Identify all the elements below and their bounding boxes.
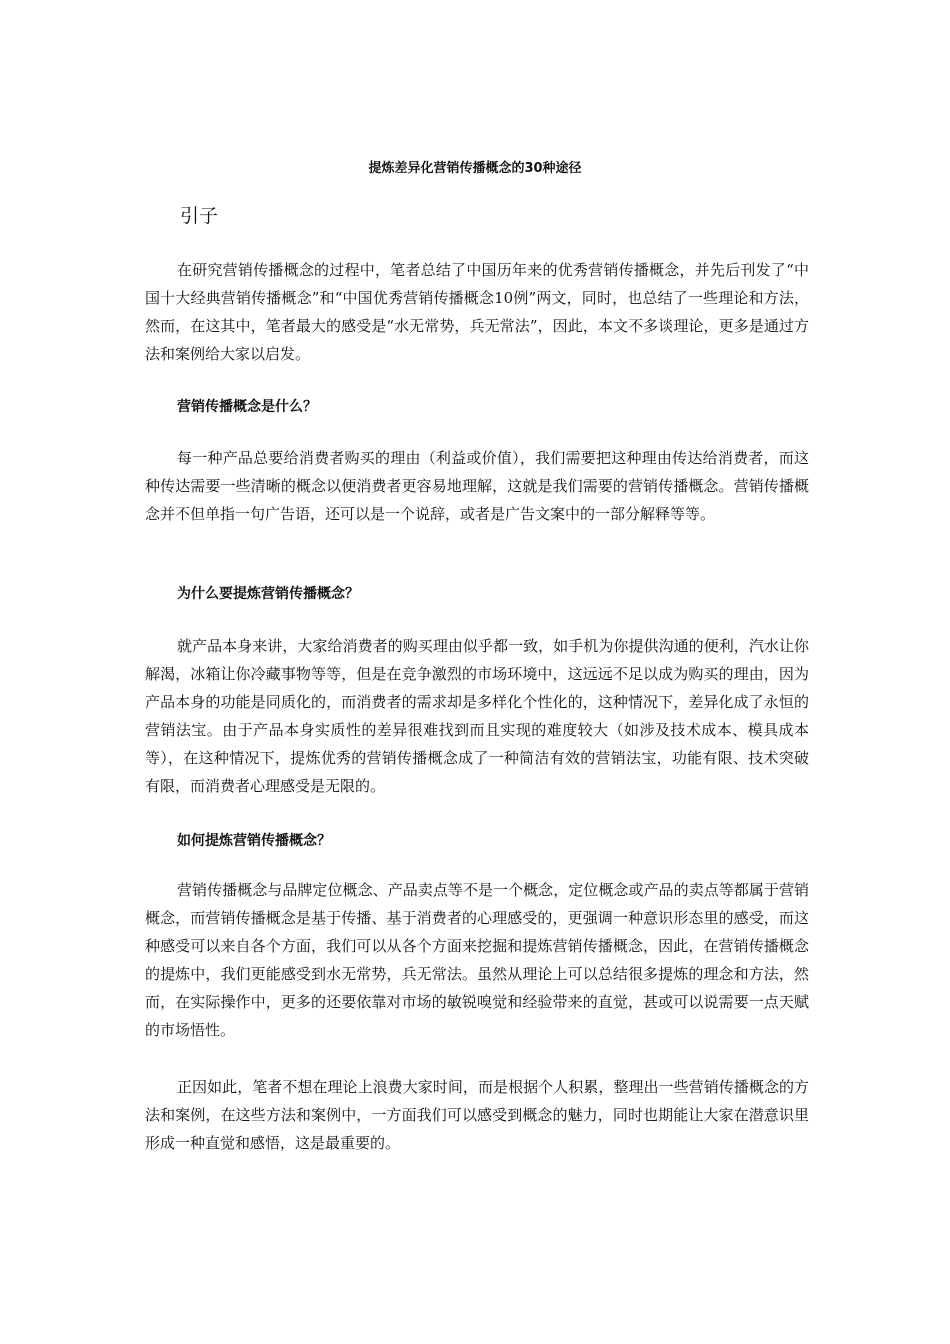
paragraph-why: 就产品本身来讲，大家给消费者的购买理由似乎都一致，如手机为你提供沟通的便利，汽水让你解渴，冰箱让你冷藏事物等等，但是在竞争激烈的市场环境中，这远远不足以成为购买的理由，因为产品本身的功能是同质化的，而消费者的需求却是多样化个性化的，这种情况下，差异化成了永恒的营销法宝。由于产品本身实质性的差异很难找到而且实现的难度较大（如涉及技术成本、模具成本等），在这种情况下，提炼优秀的营销传播概念成了一种简洁有效的营销法宝，功能有限、技术突破有限，而消费者心理感受是无限的。 (145, 637, 809, 795)
paragraph-how: 营销传播概念与品牌定位概念、产品卖点等不是一个概念，定位概念或产品的卖点等都属于营销概念，而营销传播概念是基于传播、基于消费者的心理感受的，更强调一种意识形态里的感受，而这种感受可以来自各个方面，我们可以从各个方面来挖掘和提炼营销传播概念，因此，在营销传播概念的提炼中，我们更能感受到水无常势，兵无常法。虽然从理论上可以总结很多提炼的理念和方法，然而，在实际操作中，更多的还要依靠对市场的敏锐嗅觉和经验带来的直觉，甚或可以说需要一点天赋的市场悟性。 (145, 881, 809, 1039)
paragraph-what: 每一种产品总要给消费者购买的理由（利益或价值），我们需要把这种理由传达给消费者，而这种传达需要一些清晰的概念以便消费者更容易地理解，这就是我们需要的营销传播概念。营销传播概念并不但单指一句广告语，还可以是一个说辞，或者是广告文案中的一部分解释等等。 (145, 449, 809, 523)
section-heading-how: 如何提炼营销传播概念？ (177, 833, 331, 849)
paragraph-conclusion: 正因如此，笔者不想在理论上浪费大家时间，而是根据个人积累，整理出一些营销传播概念的方法和案例，在这些方法和案例中，一方面我们可以感受到概念的魅力，同时也期能让大家在潜意识里形成一种直觉和感悟，这是最重要的。 (145, 1078, 809, 1152)
document-title: 提炼差异化营销传播概念的30种途径 (368, 161, 582, 176)
intro-heading: 引子 (180, 205, 219, 227)
intro-paragraph: 在研究营销传播概念的过程中，笔者总结了中国历年来的优秀营销传播概念，并先后刊发了“中国十大经典营销传播概念”和“中国优秀营销传播概念10例”两文，同时，也总结了一些理论和方法，然而，在这其中，笔者最大的感受是“水无常势，兵无常法”，因此，本文不多谈理论，更多是通过方法和案例给大家以启发。 (145, 261, 809, 363)
section-heading-what: 营销传播概念是什么？ (177, 399, 317, 415)
section-heading-why: 为什么要提炼营销传播概念？ (177, 586, 359, 602)
